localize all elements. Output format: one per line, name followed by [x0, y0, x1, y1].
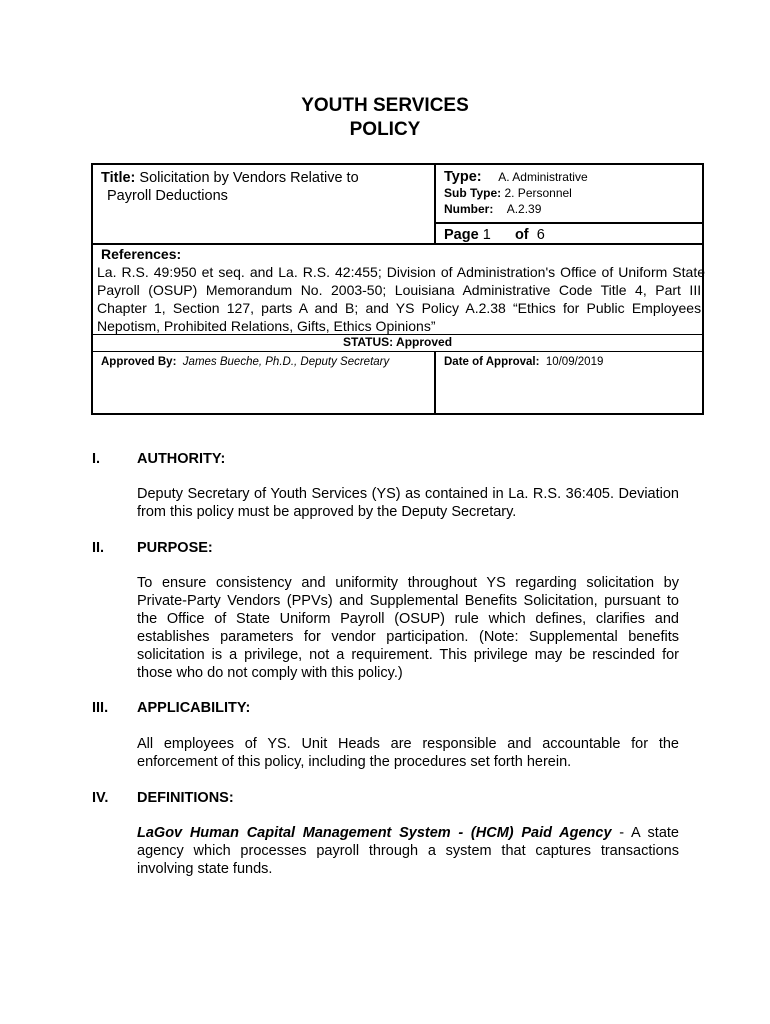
- approved-by: [101, 355, 431, 370]
- title-line1: Solicitation by Vendors Relative to: [139, 170, 359, 186]
- page-indicator: [444, 226, 545, 244]
- document-title-line1: YOUTH SERVICES: [301, 95, 469, 116]
- section-text: To ensure consistency and uniformity throughout YS regarding solicitation by Private-Party Vendors (PPVs) and Supplemental Benefits Solicitation, pursuant to the Office of State Uniform Payroll (OSUP) rule which defines, clarifies and establishes parameters for vendor participation. (Note: Supplemental benefits solicitation is a privilege, not a requirement. This privilege may be rescinded for those who do not comply with this policy.): [137, 575, 679, 681]
- section-numeral: II.: [92, 540, 105, 556]
- page-label: Page: [444, 227, 479, 243]
- page-current: 1: [482, 227, 491, 243]
- number-label: Number:: [444, 202, 494, 216]
- approval-date: [444, 355, 694, 370]
- document-title-line2: POLICY: [349, 119, 421, 140]
- section-heading: APPLICABILITY:: [137, 700, 251, 716]
- policy-type-block: [444, 169, 704, 217]
- definition-text: - A state agency which processes payroll through a system that captures transactions involving state funds.: [137, 825, 679, 877]
- type-label: Type:: [444, 169, 482, 185]
- references-label: References:: [101, 246, 182, 262]
- approved-by-label: Approved By:: [101, 356, 177, 368]
- section-heading: PURPOSE:: [137, 540, 213, 556]
- references-block: [97, 245, 705, 335]
- table-divider: [434, 165, 436, 245]
- status-banner: STATUS: Approved: [342, 335, 453, 349]
- definition-entry: [137, 824, 679, 878]
- subtype-value: 2. Personnel: [504, 186, 572, 200]
- section-numeral: I.: [92, 451, 101, 467]
- subtype-label: Sub Type:: [444, 186, 502, 200]
- title-line2: Payroll Deductions: [107, 188, 228, 204]
- section-numeral: III.: [92, 700, 109, 716]
- section-numeral: IV.: [92, 790, 109, 806]
- title-label: Title:: [101, 170, 136, 186]
- type-value: A. Administrative: [498, 170, 588, 184]
- policy-header-table: [91, 163, 704, 415]
- table-divider: [434, 222, 702, 224]
- table-divider: [93, 351, 702, 352]
- page-total: 6: [536, 227, 545, 243]
- references-text: La. R.S. 49:950 et seq. and La. R.S. 42:455; Division of Administration's Office of Uniform State Payroll (OSUP) Memorandum No. 2003-50; Louisiana Administrative Code Title 4, Part III, Chapter 1, Section 127, parts A and B; and YS Policy A.2.38 “Ethics for Public Employees: Nepotism, Prohibited Relations, Gifts, Ethics Opinions”: [97, 264, 705, 334]
- section-text: All employees of YS. Unit Heads are responsible and accountable for the enforcement of this policy, including the procedures set forth herein.: [137, 736, 679, 770]
- date-label: Date of Approval:: [444, 356, 540, 368]
- page-of-label: of: [514, 227, 529, 243]
- section-text: Deputy Secretary of Youth Services (YS) as contained in La. R.S. 36:405. Deviation from this policy must be approved by the Deputy Secretary.: [137, 486, 679, 520]
- section-heading: DEFINITIONS:: [137, 790, 234, 806]
- section-heading: AUTHORITY:: [137, 451, 226, 467]
- number-value: A.2.39: [506, 202, 542, 216]
- table-divider: [434, 351, 436, 413]
- policy-title: [101, 169, 431, 205]
- date-value: 10/09/2019: [545, 356, 604, 368]
- definition-term: LaGov Human Capital Management System - (HCM) Paid Agency: [137, 825, 612, 841]
- approved-by-value: James Bueche, Ph.D., Deputy Secretary: [182, 356, 390, 368]
